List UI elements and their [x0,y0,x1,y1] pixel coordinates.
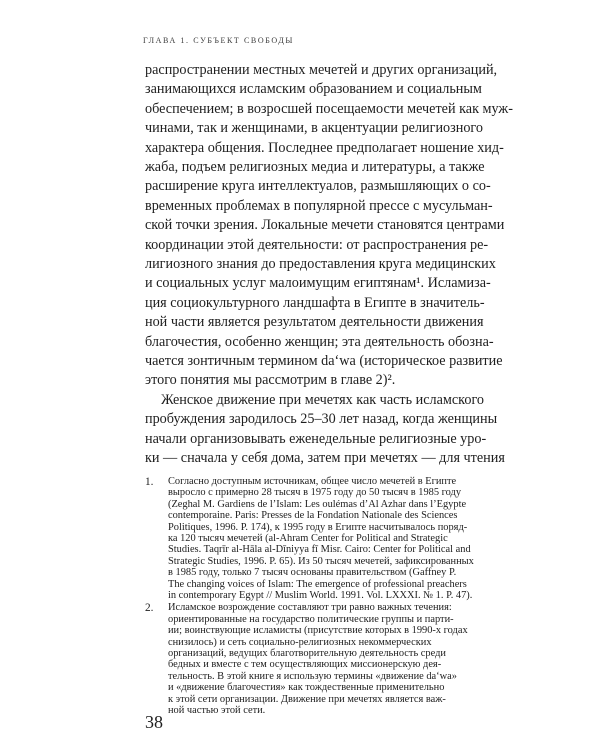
text-line: жаба, подъем религиозных медиа и литературы, а также [145,159,485,175]
text-line: начали организовывать еженедельные религиозные уро- [145,430,487,447]
text-line: обеспечением; в возросшей посещаемости мечетей как муж- [145,100,513,117]
text-line: ской точки зрения. Локальные мечети становятся центрами [145,217,505,234]
footnote-line: в 1985 году, только 7 тысяч основаны правительством (Gaffney P. [168,567,457,579]
footnote-line: и «движение благочестия» как тождественные применительно [168,682,445,694]
text-line: распространении местных мечетей и других организаций, [145,62,498,78]
text-line: ной части является результатом деятельности движения [145,314,484,331]
footnote-number: 1. [145,476,154,488]
text-line: благочестия, особенно женщин; эта деятельность обозна- [145,333,494,350]
footnote-line: тельность. В этой книге я использую термины «движение da‘wa» [168,670,457,682]
text-line: пробуждения зародилось 25–30 лет назад, когда женщины [145,411,498,428]
footnote-line: Politiques, 1996. P. 174), к 1995 году в Египте насчитывалось поряд- [168,521,468,533]
page-number: 38 [145,712,163,732]
footnote-line: in contemporary Egypt // Muslim World. 1991. Vol. LXXXI. № 1. P. 47). [168,590,473,601]
footnote-line: организаций, ведущих благотворительную деятельность среди [168,648,446,659]
footnote-line: Исламское возрождение составляют три равно важных течения: [168,602,452,614]
footnote-number: 2. [145,602,154,615]
text-line: координации этой деятельности: от распространения ре- [145,236,489,253]
text-line: Женское движение при мечетях как часть исламского [161,391,484,408]
footnote-line: бедных и вместе с тем осуществляющих миссионерскую дея- [168,659,442,671]
footnote-line: ии; воинствующие исламисты (присутствие которых в 1990-х годах [168,625,468,637]
footnote-line: contemporaine. Paris: Presses de la Fondation Nationale des Sciences [168,510,458,522]
footnote-line: к этой сети организации. Движение при мечетях является важ- [168,693,446,705]
text-line: расширение круга интеллектуалов, размышляющих о со- [145,178,491,195]
footnote-line: ка 120 тысяч мечетей (al-Ahram Center for Political and Strategic [168,533,448,544]
footnote-line: выросло с примерно 28 тысяч в 1975 году до 50 тысяч в 1985 году [168,487,462,499]
text-line: временных проблемах в популярной прессе с мусульман- [145,197,493,214]
footnote-line: Согласно доступным источникам, общее число мечетей в Египте [168,476,457,487]
text-line: и социальных услуг малоимущим египтянам¹. Исламиза- [145,275,491,292]
footnote-line: ориентированные на государство политические группы и парти- [168,613,454,625]
text-line: этого понятия мы рассмотрим в главе 2)². [145,372,396,389]
footnote-line: Studies. Taqrīr al-Hāla al-Dīniyya fī Misr. Cairo: Center for Political and [168,544,471,556]
text-line: занимающихся исламским образованием и социальным [145,81,482,98]
running-header: ГЛАВА 1. СУБЪЕКТ СВОБОДЫ [143,36,294,45]
text-line: чается зонтичным термином da‘wa (историческое развитие [145,353,503,369]
footnote-line: ной частью этой сети. [168,705,266,716]
footnote-line: (Zeghal M. Gardiens de l’Islam: Les oulémas d’Al Azhar dans l’Egypte [168,498,467,510]
text-line: ки — сначала у себя дома, затем при мечетях — для чтения [145,450,505,466]
text-line: характера общения. Последнее предполагает ношение хид- [145,139,504,156]
text-line: ция социокультурного ландшафта в Египте в значитель- [145,294,485,311]
footnote-line: Strategic Studies, 1996. P. 65). Из 50 тысяч мечетей, зафиксированных [168,555,474,567]
text-line: лигиозного знания до предоставления круга медицинских [145,256,496,272]
footnote-line: The changing voices of Islam: The emergence of professional preachers [168,578,467,590]
text-line: чинами, так и женщинами, в акцентуации религиозного [145,120,483,137]
footnote-line: снизилось) и сеть социально-религиозных некоммерческих [168,636,432,648]
